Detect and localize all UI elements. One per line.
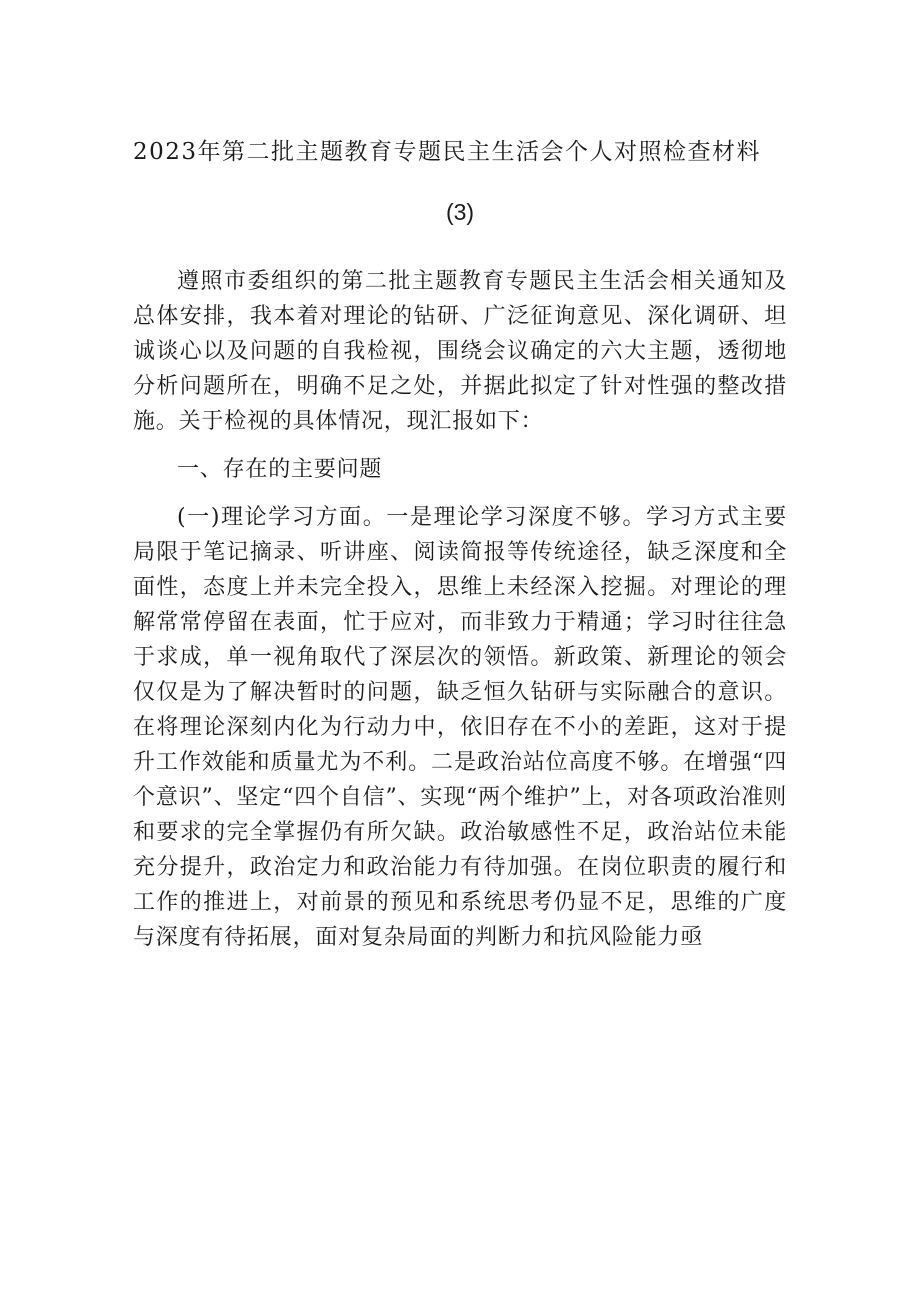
- intro-paragraph: 遵照市委组织的第二批主题教育专题民主生活会相关通知及总体安排，我本着对理论的钻研、广泛征询意见、深化调研、坦诚谈心以及问题的自我检视，围绕会议确定的六大主题，透彻地分析问题所在，明确不足之处，并据此拟定了针对性强的整改措施。关于检视的具体情况，现汇报如下：: [133, 269, 787, 434]
- document-body: [133, 264, 787, 968]
- subsection-paragraph: (一)理论学习方面。一是理论学习深度不够。学习方式主要局限于笔记摘录、听讲座、阅读简报等传统途径，缺乏深度和全面性，态度上并未完全投入，思维上未经深入挖掘。对理论的理解常常停留在表面，忙于应对，而非致力于精通；学习时往往急于求成，单一视角取代了深层次的领悟。新政策、新理论的领会仅仅是为了解决暂时的问题，缺乏恒久钻研与实际融合的意识。在将理论深刻内化为行动力中，依旧存在不小的差距，这对于提升工作效能和质量尤为不利。二是政治站位高度不够。在增强“四个意识”、坚定“四个自信”、实现“两个维护”上，对各项政治准则和要求的完全掌握仍有所欠缺。政治敏感性不足，政治站位未能充分提升，政治定力和政治能力有待加强。在岗位职责的履行和工作的推进上，对前景的预见和系统思考仍显不足，思维的广度与深度有待拓展，面对复杂局面的判断力和抗风险能力亟: [133, 505, 787, 950]
- document-title: 2023年第二批主题教育专题民主生活会个人对照检查材料: [133, 139, 762, 165]
- document-title-number: (3): [445, 199, 475, 225]
- section-heading: 一、存在的主要问题: [177, 457, 383, 482]
